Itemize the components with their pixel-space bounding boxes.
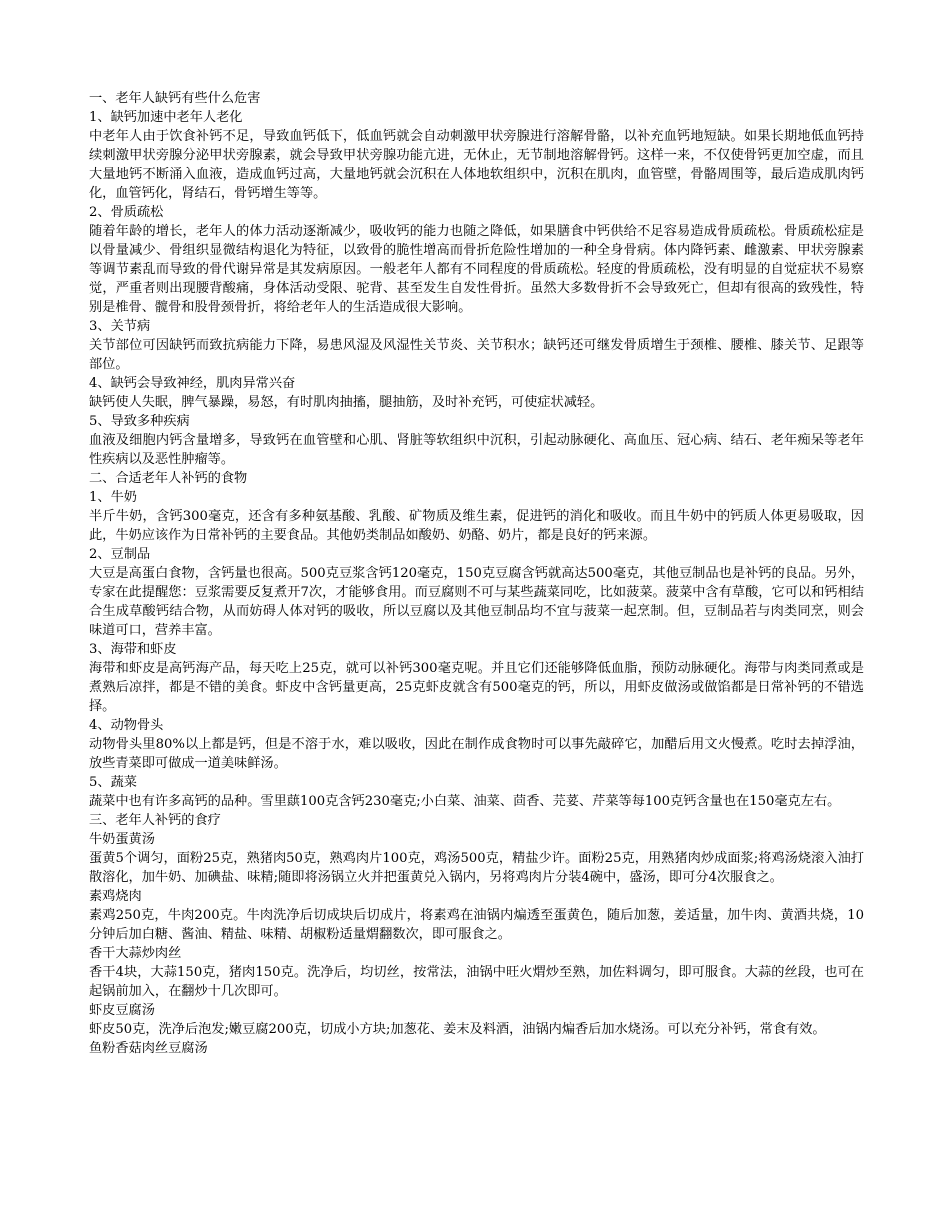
section-heading: 三、老年人补钙的食疗 — [89, 813, 221, 828]
document-page — [89, 89, 864, 1058]
recipe-title: 香干大蒜炒肉丝 — [89, 946, 182, 961]
recipe-paragraph: 香干4块，大蒜150克，猪肉150克。洗净后，均切丝，按常法，油锅中旺火煟炒至熟，加佐料调匀，即可服食。大蒜的丝段，也可在起锅前加入，在翻炒十几次即可。 — [89, 965, 864, 999]
sub-heading: 4、缺钙会导致神经，肌肉异常兴奋 — [89, 376, 296, 391]
section-heading: 二、合适老年人补钙的食物 — [89, 471, 248, 486]
body-paragraph: 蔬菜中也有许多高钙的品种。雪里蕻100克含钙230毫克;小白菜、油菜、茴香、芫荽、芹菜等每100克钙含量也在150毫克左右。 — [89, 794, 841, 809]
sub-heading: 1、缺钙加速中老年人老化 — [89, 110, 243, 125]
body-paragraph: 大豆是高蛋白食物，含钙量也很高。500克豆浆含钙120毫克，150克豆腐含钙就高达500毫克，其他豆制品也是补钙的良品。另外，专家在此提醒您：豆浆需要反复煮开7次，才能够食用。而豆腐则不可与某些蔬菜同吃，比如菠菜。菠菜中含有草酸，它可以和钙相结合生成草酸钙结合物，从而妨碍人体对钙的吸收，所以豆腐以及其他豆制品均不宜与菠菜一起烹制。但，豆制品若与肉类同烹，则会味道可口，营养丰富。 — [89, 566, 864, 638]
sub-heading: 2、豆制品 — [89, 547, 151, 562]
body-paragraph: 海带和虾皮是高钙海产品，每天吃上25克，就可以补钙300毫克呢。并且它们还能够降低血脂，预防动脉硬化。海带与肉类同煮或是煮熟后凉拌，都是不错的美食。虾皮中含钙量更高，25克虾皮就含有500毫克的钙，所以，用虾皮做汤或做馅都是日常补钙的不错选择。 — [89, 661, 864, 714]
body-paragraph: 动物骨头里80%以上都是钙，但是不溶于水，难以吸收，因此在制作成食物时可以事先敲碎它，加醋后用文火慢煮。吃时去掉浮油，放些青菜即可做成一道美味鲜汤。 — [89, 737, 864, 771]
recipe-title: 牛奶蛋黄汤 — [89, 832, 155, 847]
body-paragraph: 缺钙使人失眠，脾气暴躁，易怒，有时肌肉抽搐，腿抽筋，及时补充钙，可使症状减轻。 — [89, 395, 604, 410]
sub-heading: 3、关节病 — [89, 319, 151, 334]
body-paragraph: 中老年人由于饮食补钙不足，导致血钙低下，低血钙就会自动刺激甲状旁腺进行溶解骨骼，以补充血钙地短缺。如果长期地低血钙持续刺激甲状旁腺分泌甲状旁腺素，就会导致甲状旁腺功能亢进，无休止，无节制地溶解骨钙。这样一来，不仅使骨钙更加空虚，而且大量地钙不断涌入血液，造成血钙过高，大量地钙就会沉积在人体地软组织中，沉积在肌肉，血管壁，骨骼周围等，最后造成肌肉钙化，血管钙化，肾结石，骨钙增生等等。 — [89, 129, 864, 201]
body-paragraph: 随着年龄的增长，老年人的体力活动逐渐减少，吸收钙的能力也随之降低，如果膳食中钙供给不足容易造成骨质疏松。骨质疏松症是以骨量减少、骨组织显微结构退化为特征，以致骨的脆性增高而骨折危险性增加的一种全身骨病。体内降钙素、雌激素、甲状旁腺素等调节素乱而导致的骨代谢异常是其发病原因。一般老年人都有不同程度的骨质疏松。轻度的骨质疏松，没有明显的自觉症状不易察觉，严重者则出现腰背酸痛，身体活动受限、驼背、甚至发生自发性骨折。虽然大多数骨折不会导致死亡，但却有很高的致残性，特别是椎骨、髋骨和股骨颈骨折，将给老年人的生活造成很大影响。 — [89, 224, 864, 315]
recipe-paragraph: 虾皮50克，洗净后泡发;嫩豆腐200克，切成小方块;加葱花、姜末及料酒，油锅内煸香后加水烧汤。可以充分补钙，常食有效。 — [89, 1022, 826, 1037]
section-heading: 一、老年人缺钙有些什么危害 — [89, 91, 261, 106]
body-paragraph: 关节部位可因缺钙而致抗病能力下降，易患风湿及风湿性关节炎、关节积水；缺钙还可继发骨质增生于颈椎、腰椎、膝关节、足跟等部位。 — [89, 338, 864, 372]
sub-heading: 2、骨质疏松 — [89, 205, 164, 220]
recipe-title: 虾皮豆腐汤 — [89, 1003, 155, 1018]
sub-heading: 1、牛奶 — [89, 490, 137, 505]
sub-heading: 5、导致多种疾病 — [89, 414, 190, 429]
body-paragraph: 半斤牛奶，含钙300毫克，还含有多种氨基酸、乳酸、矿物质及维生素，促进钙的消化和吸收。而且牛奶中的钙质人体更易吸取，因此，牛奶应该作为日常补钙的主要食品。其他奶类制品如酸奶、奶酪、奶片，都是良好的钙来源。 — [89, 509, 864, 543]
recipe-title: 素鸡烧肉 — [89, 889, 142, 904]
sub-heading: 4、动物骨头 — [89, 718, 164, 733]
recipe-title: 鱼粉香菇肉丝豆腐汤 — [89, 1041, 208, 1056]
sub-heading: 5、蔬菜 — [89, 775, 137, 790]
recipe-paragraph: 蛋黄5个调匀，面粉25克，熟猪肉50克，熟鸡肉片100克，鸡汤500克，精盐少许。面粉25克，用熟猪肉炒成面浆;将鸡汤烧滚入油打散溶化，加牛奶、加碘盐、味精;随即将汤锅立火并把蛋黄兑入锅内，另将鸡肉片分装4碗中，盛汤，即可分4次服食之。 — [89, 851, 864, 885]
sub-heading: 3、海带和虾皮 — [89, 642, 177, 657]
recipe-paragraph: 素鸡250克，牛肉200克。牛肉洗净后切成块后切成片，将素鸡在油锅内煸透至蛋黄色，随后加葱，姜适量，加牛肉、黄酒共烧，10分钟后加白糖、酱油、精盐、味精、胡椒粉适量煟翻数次，即可服食之。 — [89, 908, 864, 942]
body-paragraph: 血液及细胞内钙含量增多，导致钙在血管壁和心肌、肾脏等软组织中沉积，引起动脉硬化、高血压、冠心病、结石、老年痴呆等老年性疾病以及恶性肿瘤等。 — [89, 433, 864, 467]
